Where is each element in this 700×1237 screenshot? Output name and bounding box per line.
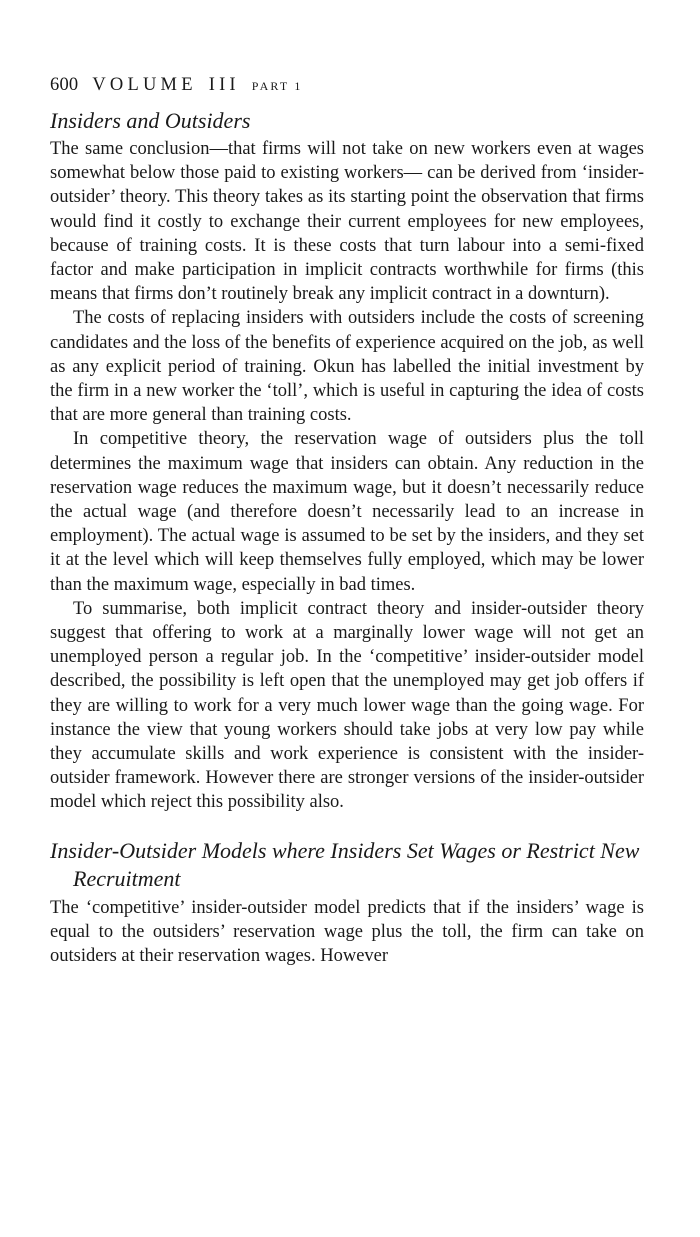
book-page (50, 72, 644, 968)
volume-label: VOLUME (92, 75, 197, 95)
paragraph: The ‘competitive’ insider-outsider model predicts that if the insiders’ wage is equal to the outsiders’ reservation wage plus the toll, the firm can take on outsiders at their reservation wages. However (50, 897, 644, 967)
paragraph: In competitive theory, the reservation wage of outsiders plus the toll determines the maximum wage that insiders can obtain. Any reduction in the reservation wage reduces the maximum wage, but it doesn’t necessarily reduce the actual wage (and therefore doesn’t necessarily lead to an increase in employment). The actual wage is assumed to be set by the insiders, and they set it at the level which will keep themselves fully employed, which may be lower than the maximum wage, especially in bad times. (50, 429, 644, 595)
part-label: PART 1 (251, 79, 303, 93)
paragraph: The same conclusion—that firms will not take on new workers even at wages somewhat below those paid to existing workers— can be derived from ‘insider-outsider’ theory. This theory takes as its starting point the observation that firms would find it costly to exchange their current employees for new employees, because of training costs. It is these costs that turn labour into a semi-fixed factor and make participation in implicit contracts worthwhile for firms (this means that firms don’t routinely break any implicit contract in a downturn). (50, 139, 644, 305)
page-number: 600 (50, 75, 79, 95)
section-heading-insiders-outsiders: Insiders and Outsiders (50, 108, 251, 133)
paragraph: To summarise, both implicit contract theory and insider-outsider theory suggest that offering to work at a marginally lower wage will not get an unemployed person a regular job. In the ‘competitive’ insider-outsider model described, the possibility is left open that the unemployed may get job offers if they are willing to work for a very much lower wage than the going wage. For instance the view that young workers should take jobs at very low pay while they accumulate skills and work experience is consistent with the insider-outsider framework. However there are stronger versions of the insider-outsider model which reject this possibility also. (50, 598, 644, 813)
paragraph: The costs of replacing insiders with outsiders include the costs of screening candidates and the loss of the benefits of experience acquired on the job, as well as any explicit period of training. Okun has labelled the initial investment by the firm in a new worker the ‘toll’, which is useful in capturing the idea of costs that are more general than training costs. (50, 308, 644, 426)
volume-number: III (208, 75, 240, 95)
running-head (50, 72, 644, 99)
section-heading-insider-outsider-models: Insider-Outsider Models where Insiders Set Wages or Restrict New Recruitment (50, 837, 640, 891)
